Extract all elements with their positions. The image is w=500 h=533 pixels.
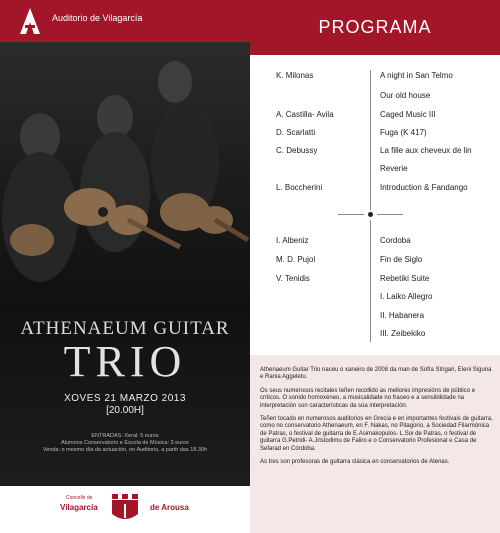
programa-header (250, 0, 500, 55)
ticket-line: Venda: o mesmo día da actuación, no Auditorio, a partir das 18.30h (42, 447, 208, 453)
work-title: Our old house (380, 91, 431, 100)
bio-paragraph: Athenaeum Guitar Trio naceu o xaneiro de 2008 da man de Sofía Strigari, Eleni Siguna e Rania Aggeletu. (260, 367, 492, 381)
composer: M. D. Pujol (276, 255, 316, 264)
concello-footer (0, 486, 250, 533)
composer: C. Debussy (276, 146, 318, 155)
divider-dot (368, 212, 373, 217)
composer: V. Tenidis (276, 274, 310, 283)
concello-crest-icon (102, 492, 148, 526)
work-title: Introduction & Fandango (380, 183, 468, 192)
title-line-2: TRIO (63, 337, 187, 386)
ticket-info (14, 433, 236, 454)
work-title: Reverie (380, 164, 408, 173)
ticket-line: Alumnos Conservatorio e Escola de Música: 3 euros (61, 440, 189, 446)
divider-line (377, 214, 403, 215)
auditorio-logo-icon (16, 6, 44, 36)
work-title: II. Habanera (380, 311, 425, 320)
trio-photo (0, 42, 250, 312)
composer: K. Milonas (276, 71, 314, 80)
bio-paragraph: As tres son profesoras de guitarra clásica en conservatorios de Atenas. (260, 459, 450, 466)
poster-header (0, 0, 250, 42)
work-title: Fin de Siglo (380, 255, 423, 264)
work-title: La fille aux cheveux de lin (380, 146, 472, 155)
composer: L. Boccherini (276, 183, 323, 192)
ticket-line: ENTRADAS: Xeral: 5 euros (91, 433, 159, 439)
composer: D. Scarlatti (276, 128, 316, 137)
concello-place: de Arousa (150, 503, 189, 512)
composer: I. Albeniz (276, 236, 309, 245)
work-title: Cordoba (380, 236, 411, 245)
bio-paragraph: Os seus numerosos recitales teñen recollido as mellores impresións de público e críticos. O sonido homoxéneo, a musicalidade no fraseo e a sensibilidade na interpretación son características da súa interpretación. (260, 387, 476, 409)
bio-section (250, 355, 500, 533)
concello-name: Vilagarcía (60, 503, 98, 512)
event-time: [20.00H] (106, 405, 144, 416)
composer: A. Castilla- Avila (276, 110, 334, 119)
work-title: I. Laiko Allegro (380, 292, 433, 301)
bio-paragraph: Teñen tocado en numerosos auditorios en Grecia e en importantes festivais de guitarra, como no conservatorio Athenaeum, en F. Nakas, no Pitagorio, a Sociedad Filarmónica de Patras, o festival de guitarra de E.Asimakopulos- L.Soi de Patras, o festival de guitarra G.Petridi- A.Jristodimu de Faliro e o Conservatorio Profesional e Casa de Sefarad en Córdoba. (260, 416, 493, 452)
work-title: Rebetiki Suite (380, 274, 430, 283)
concello-label: Concello de (66, 495, 93, 501)
title-line-1: ATHENAEUM GUITAR (20, 318, 230, 339)
programa-panel (250, 0, 500, 533)
venue-name: Auditorio de Vilagarcía (52, 13, 143, 23)
event-date: XOVES 21 MARZO 2013 (64, 393, 186, 404)
divider-line (370, 70, 371, 210)
work-title: A night in San Telmo (380, 71, 453, 80)
divider-line (338, 214, 364, 215)
divider-line (370, 220, 371, 342)
work-title: Fuga (K 417) (380, 128, 427, 137)
work-title: III. Zeibekiko (380, 329, 426, 338)
work-title: Caged Music III (380, 110, 436, 119)
programa-title: PROGRAMA (318, 17, 432, 37)
